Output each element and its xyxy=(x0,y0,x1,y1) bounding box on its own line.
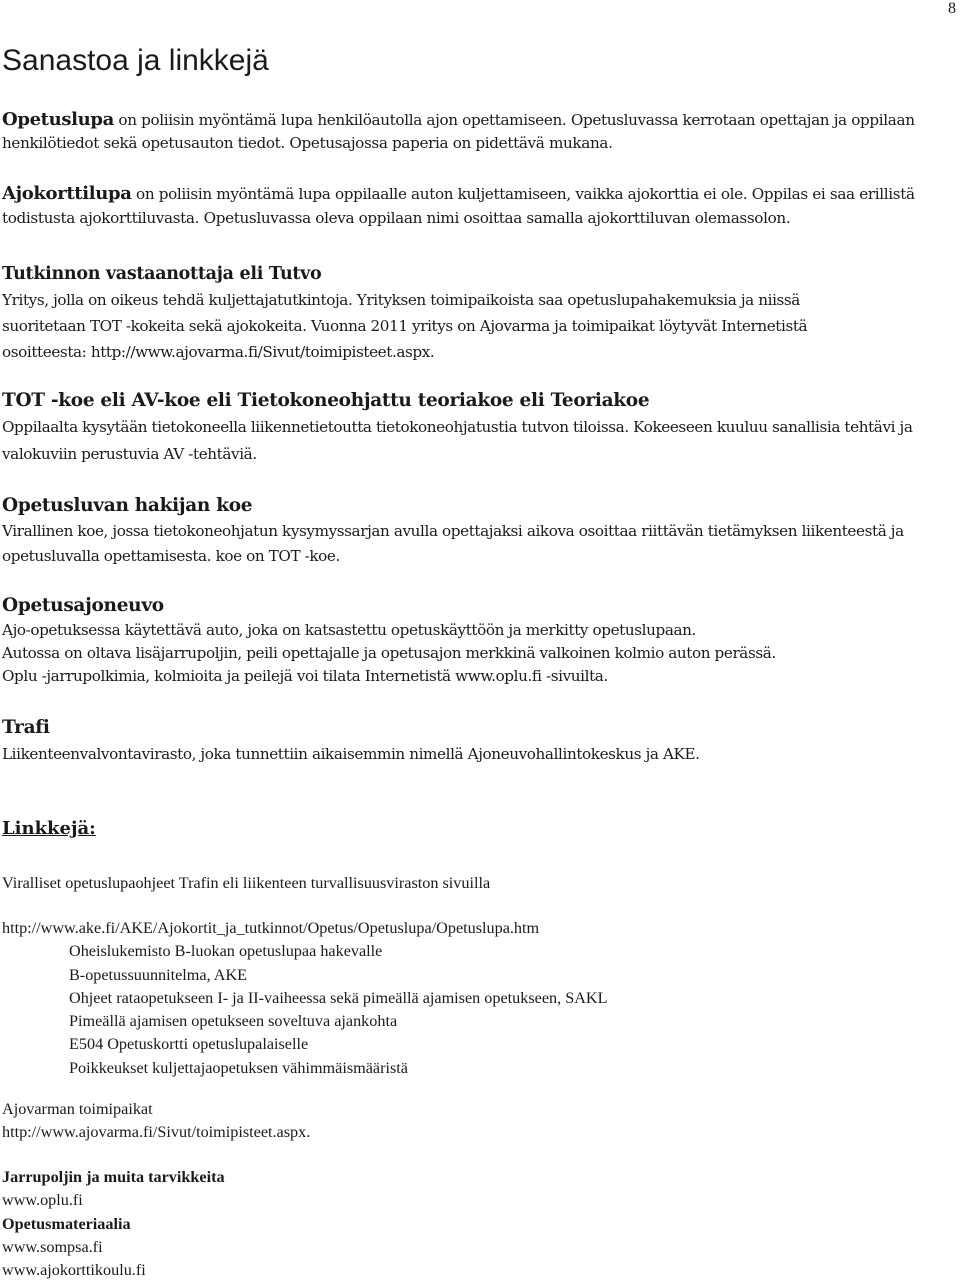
ajovarma-label: Ajovarman toimipaikat xyxy=(2,1100,153,1118)
ake-doc-item[interactable]: E504 Opetuskortti opetuslupalaiselle xyxy=(69,1035,309,1054)
ake-doc-item[interactable]: Oheislukemisto B-luokan opetuslupaa hakevalle xyxy=(69,942,383,961)
links-official-intro: Viralliset opetuslupaohjeet Trafin eli liikenteen turvallisuusviraston sivuilla xyxy=(2,874,491,892)
trafi-heading: Trafi xyxy=(2,717,50,738)
ajokorttilupa-text: on poliisin myöntämä lupa oppilaalle auton kuljettamiseen, vaikka ajokorttia ei ole. Oppilas ei saa erillistä todistusta ajokorttiluvasta. Opetusluvassa oleva oppilaan nimi osoittaa samalla ajokorttiluvan olemassolon. xyxy=(2,185,915,227)
links-ajovarma-block xyxy=(2,1098,952,1145)
ajoneuvo-heading: Opetusajoneuvo xyxy=(2,595,164,616)
ake-document-list xyxy=(2,940,952,1080)
links-heading-block xyxy=(2,818,952,839)
links-ake-block xyxy=(2,917,952,1080)
opetuslupa-paragraph xyxy=(2,108,952,156)
section-opetuslupa xyxy=(2,108,952,156)
ake-doc-item[interactable]: Ohjeet rataopetukseen I- ja II-vaiheessa sekä pimeällä ajamisen opetukseen, SAKL xyxy=(69,988,608,1007)
tot-heading: TOT -koe eli AV-koe eli Tietokoneohjattu teoriakoe eli Teoriakoe xyxy=(2,390,650,411)
section-hakijan-koe xyxy=(2,493,952,569)
hakijan-heading: Opetusluvan hakijan koe xyxy=(2,495,253,516)
section-trafi xyxy=(2,715,952,766)
section-tutvo xyxy=(2,261,952,365)
links-official-block xyxy=(2,872,952,895)
ake-doc-item[interactable]: Poikkeukset kuljettajaopetuksen vähimmäismääristä xyxy=(69,1058,408,1077)
ajoneuvo-line-2: Autossa on oltava lisäjarrupoljin, peili opettajalle ja opetusajon merkkinä valkoinen kolmio auton perässä. xyxy=(2,644,776,662)
hakijan-line-2: opetusluvalla opettamisesta. koe on TOT -koe. xyxy=(2,547,340,565)
sompsa-link[interactable]: www.sompsa.fi xyxy=(2,1237,103,1256)
tot-line-2: valokuviin perustuvia AV -tehtäviä. xyxy=(2,445,257,463)
tutvo-line-2: suoritetaan TOT -kokeita sekä ajokokeita. Vuonna 2011 yritys on Ajovarma ja toimipaikat löytyvät Internetistä xyxy=(2,317,808,335)
tot-line-1: Oppilaalta kysytään tietokoneella liikennetietoutta tietokoneohjatustia tutvon tiloissa. Kokeeseen kuuluu sanallisia tehtävi ja xyxy=(2,418,913,436)
ajokorttikoulu-link[interactable]: www.ajokorttikoulu.fi xyxy=(2,1261,146,1280)
trafi-line-1: Liikenteenvalvontavirasto, joka tunnettiin aikaisemmin nimellä Ajoneuvohallintokeskus ja AKE. xyxy=(2,745,700,763)
section-tot xyxy=(2,388,952,468)
tutvo-heading: Tutkinnon vastaanottaja eli Tutvo xyxy=(2,264,322,284)
links-tarvikkeet-block xyxy=(2,1166,952,1282)
opetuslupa-term: Opetuslupa xyxy=(2,109,114,130)
hakijan-line-1: Virallinen koe, jossa tietokoneohjatun kysymyssarjan avulla opettajaksi aikova osoittaa riittävän tietämyksen liikenteestä ja xyxy=(2,522,904,540)
page-title: Sanastoa ja linkkejä xyxy=(2,44,269,77)
ajokorttilupa-term: Ajokorttilupa xyxy=(2,183,132,204)
ake-link[interactable]: http://www.ake.fi/AKE/Ajokortit_ja_tutkinnot/Opetus/Opetuslupa/Opetuslupa.htm xyxy=(2,919,540,937)
section-ajokorttilupa xyxy=(2,182,952,230)
ake-doc-item[interactable]: B-opetussuunnitelma, AKE xyxy=(69,965,248,984)
tutvo-line-1: Yritys, jolla on oikeus tehdä kuljettajatutkintoja. Yrityksen toimipaikoista saa opetuslupahakemuksia ja niissä xyxy=(2,291,800,309)
oplu-link[interactable]: www.oplu.fi xyxy=(2,1191,83,1210)
ajoneuvo-line-1: Ajo-opetuksessa käytettävä auto, joka on katsastettu opetuskäyttöön ja merkitty opetuslupaan. xyxy=(2,621,696,639)
opetusmateriaalia-label: Opetusmateriaalia xyxy=(2,1214,131,1233)
jarrupoljin-label: Jarrupoljin ja muita tarvikkeita xyxy=(2,1168,225,1186)
section-opetusajoneuvo xyxy=(2,593,952,688)
ajokorttilupa-paragraph xyxy=(2,182,952,230)
ajoneuvo-line-3: Oplu -jarrupolkimia, kolmioita ja peilejä voi tilata Internetistä www.oplu.fi -sivuilta. xyxy=(2,667,608,685)
ake-doc-item[interactable]: Pimeällä ajamisen opetukseen soveltuva ajankohta xyxy=(69,1012,398,1031)
page-number: 8 xyxy=(948,0,956,17)
tutvo-line-3: osoitteesta: http://www.ajovarma.fi/Sivut/toimipisteet.aspx. xyxy=(2,343,435,361)
opetuslupa-text: on poliisin myöntämä lupa henkilöautolla ajon opettamiseen. Opetusluvassa kerrotaan opettajan ja oppilaan henkilötiedot sekä opetusauton tiedot. Opetusajossa paperia on pidettävä mukana. xyxy=(2,111,915,153)
ajovarma-link[interactable]: http://www.ajovarma.fi/Sivut/toimipisteet.aspx. xyxy=(2,1123,311,1142)
links-heading: Linkkejä: xyxy=(2,818,96,839)
